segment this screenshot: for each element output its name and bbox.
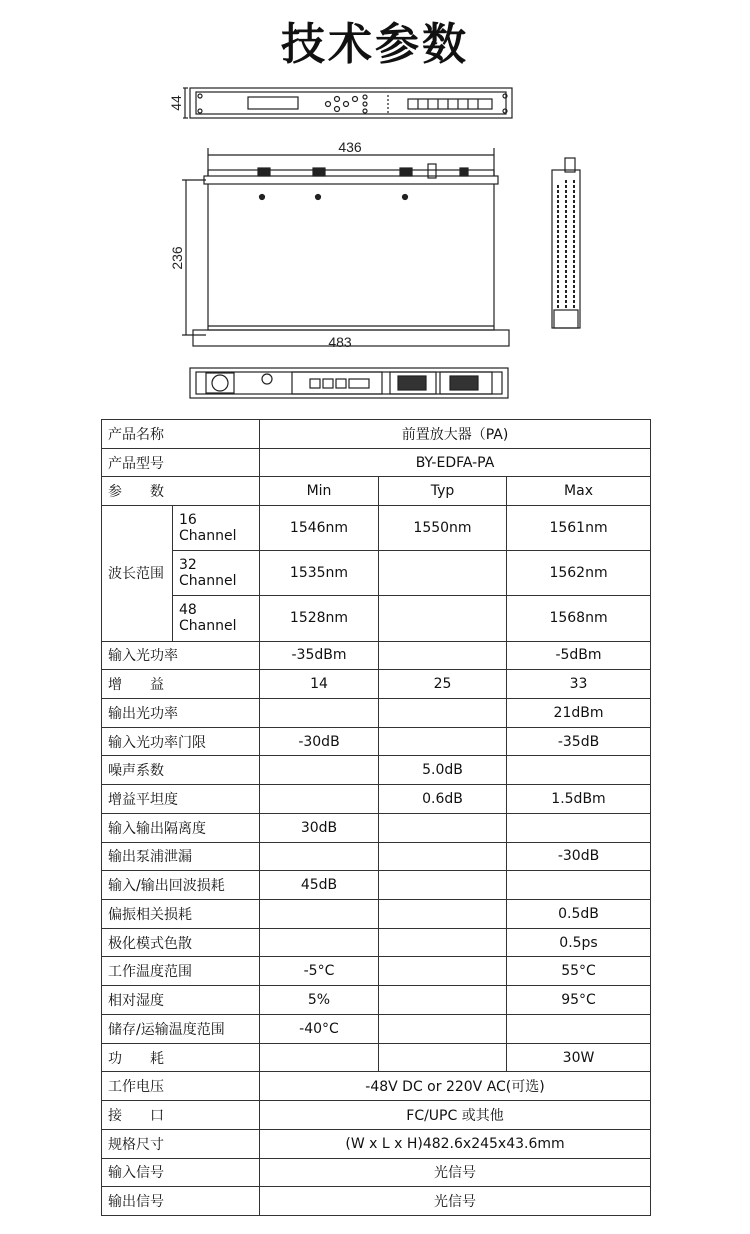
cell-min: 5% [260, 986, 379, 1015]
label-params: 参 数 [102, 477, 260, 506]
row-label: 输入/输出回波损耗 [102, 871, 260, 900]
row-label: 增 益 [102, 670, 260, 699]
cell-max: 1568nm [507, 596, 651, 641]
cell-min [260, 785, 379, 814]
row-label: 相对湿度 [102, 986, 260, 1015]
cell-max: 0.5dB [507, 900, 651, 929]
row-label: 偏振相关损耗 [102, 900, 260, 929]
value-output-signal: 光信号 [260, 1187, 651, 1216]
dim-top-depth: 236 [169, 246, 185, 270]
value-model: BY-EDFA-PA [260, 448, 651, 477]
side-view [552, 158, 580, 328]
cell-max: -5dBm [507, 641, 651, 670]
row-label: 噪声系数 [102, 756, 260, 785]
front-panel-view [183, 88, 512, 118]
cell-typ [379, 900, 507, 929]
row-wavelength-32 [102, 551, 651, 596]
cell-min [260, 900, 379, 929]
cell-typ [379, 986, 507, 1015]
cell-min: -40°C [260, 1014, 379, 1043]
header-min: Min [260, 477, 379, 506]
cell-max: 1562nm [507, 551, 651, 596]
top-view [182, 148, 509, 346]
table-row [102, 957, 651, 986]
value-size: (W x L x H)482.6x245x43.6mm [260, 1129, 651, 1158]
cell-max: 21dBm [507, 699, 651, 728]
cell-max: 95°C [507, 986, 651, 1015]
cell-typ [379, 596, 507, 641]
table-row [102, 699, 651, 728]
cell-typ [379, 1014, 507, 1043]
cell-min: 14 [260, 670, 379, 699]
row-output-signal [102, 1187, 651, 1216]
cell-min: 1535nm [260, 551, 379, 596]
mechanical-drawing [0, 0, 750, 410]
table-row [102, 1043, 651, 1072]
cell-typ: 5.0dB [379, 756, 507, 785]
label-size: 规格尺寸 [102, 1129, 260, 1158]
cell-min [260, 699, 379, 728]
cell-min: -35dBm [260, 641, 379, 670]
dim-top-width: 436 [338, 139, 362, 155]
table-row [102, 842, 651, 871]
cell-typ [379, 699, 507, 728]
row-label: 增益平坦度 [102, 785, 260, 814]
cell-max: 1.5dBm [507, 785, 651, 814]
cell-typ [379, 727, 507, 756]
cell-max: 55°C [507, 957, 651, 986]
cell-max [507, 756, 651, 785]
table-row [102, 670, 651, 699]
table-row [102, 785, 651, 814]
row-label: 功 耗 [102, 1043, 260, 1072]
cell-typ: 0.6dB [379, 785, 507, 814]
label-input-signal: 输入信号 [102, 1158, 260, 1187]
cell-typ: 1550nm [379, 506, 507, 551]
cell-typ [379, 641, 507, 670]
channel-label: 32 Channel [173, 551, 260, 596]
cell-min: -5°C [260, 957, 379, 986]
row-product-name [102, 420, 651, 449]
row-size [102, 1129, 651, 1158]
header-max: Max [507, 477, 651, 506]
row-label: 极化模式色散 [102, 928, 260, 957]
cell-max: 33 [507, 670, 651, 699]
dim-overall-width: 483 [328, 334, 352, 350]
row-wavelength-48 [102, 596, 651, 641]
row-label: 输入光功率门限 [102, 727, 260, 756]
cell-min: -30dB [260, 727, 379, 756]
table-row [102, 900, 651, 929]
row-interface [102, 1101, 651, 1130]
spec-table [101, 419, 651, 1216]
cell-min [260, 756, 379, 785]
row-label: 输入光功率 [102, 641, 260, 670]
table-row [102, 928, 651, 957]
table-row [102, 871, 651, 900]
row-model [102, 448, 651, 477]
cell-min [260, 1043, 379, 1072]
cell-typ [379, 957, 507, 986]
row-label: 输入输出隔离度 [102, 813, 260, 842]
table-row [102, 727, 651, 756]
label-voltage: 工作电压 [102, 1072, 260, 1101]
cell-min: 30dB [260, 813, 379, 842]
cell-max: 0.5ps [507, 928, 651, 957]
table-row [102, 813, 651, 842]
cell-max: 1561nm [507, 506, 651, 551]
cell-max: -30dB [507, 842, 651, 871]
value-input-signal: 光信号 [260, 1158, 651, 1187]
channel-label: 48 Channel [173, 596, 260, 641]
page-title: 技术参数 [281, 19, 469, 70]
table-row [102, 641, 651, 670]
table-row [102, 986, 651, 1015]
cell-max [507, 1014, 651, 1043]
rear-panel-view [190, 368, 508, 398]
cell-max: -35dB [507, 727, 651, 756]
channel-label: 16 Channel [173, 506, 260, 551]
cell-typ [379, 928, 507, 957]
table-row [102, 756, 651, 785]
row-label: 工作温度范围 [102, 957, 260, 986]
value-product-name: 前置放大器（PA) [260, 420, 651, 449]
label-interface: 接 口 [102, 1101, 260, 1130]
cell-min: 1546nm [260, 506, 379, 551]
cell-max [507, 813, 651, 842]
cell-typ [379, 1043, 507, 1072]
cell-typ [379, 551, 507, 596]
cell-typ [379, 813, 507, 842]
label-model: 产品型号 [102, 448, 260, 477]
cell-typ [379, 842, 507, 871]
row-voltage [102, 1072, 651, 1101]
row-label: 输出泵浦泄漏 [102, 842, 260, 871]
row-wavelength-16 [102, 506, 651, 551]
value-interface: FC/UPC 或其他 [260, 1101, 651, 1130]
cell-max: 30W [507, 1043, 651, 1072]
row-label: 储存/运输温度范围 [102, 1014, 260, 1043]
row-input-signal [102, 1158, 651, 1187]
label-product-name: 产品名称 [102, 420, 260, 449]
dim-front-height: 44 [168, 95, 184, 111]
value-voltage: -48V DC or 220V AC(可选) [260, 1072, 651, 1101]
label-output-signal: 输出信号 [102, 1187, 260, 1216]
cell-min [260, 928, 379, 957]
table-row [102, 1014, 651, 1043]
label-wavelength: 波长范围 [102, 506, 173, 641]
cell-min [260, 842, 379, 871]
cell-max [507, 871, 651, 900]
row-label: 输出光功率 [102, 699, 260, 728]
cell-min: 45dB [260, 871, 379, 900]
header-typ: Typ [379, 477, 507, 506]
cell-typ [379, 871, 507, 900]
row-params-header [102, 477, 651, 506]
cell-typ: 25 [379, 670, 507, 699]
cell-min: 1528nm [260, 596, 379, 641]
